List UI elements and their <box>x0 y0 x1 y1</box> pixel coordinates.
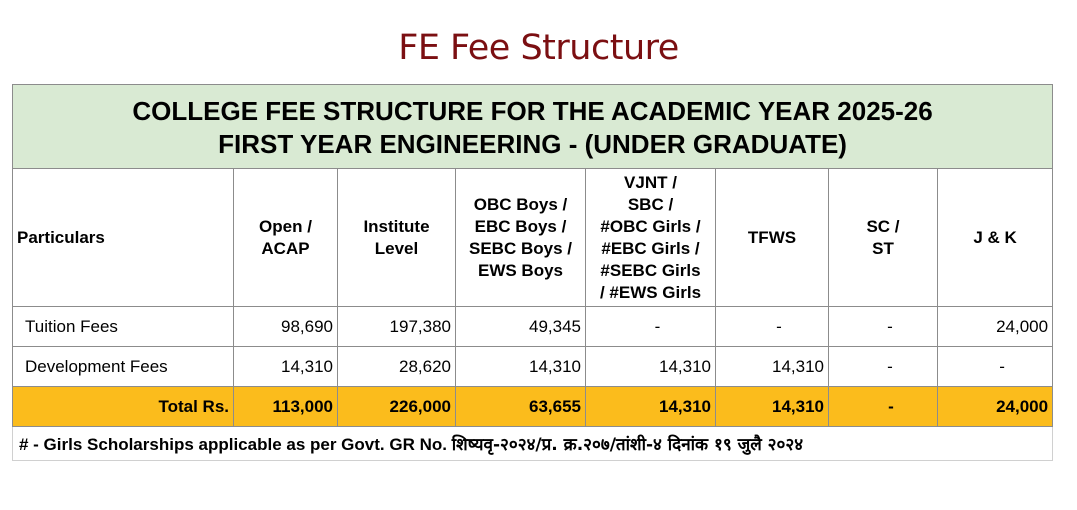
column-header-line: SBC / <box>627 194 674 214</box>
column-header-line: / #EWS Girls <box>599 282 702 302</box>
note-prefix: # - Girls Scholarships applicable as per Govt. GR No. <box>19 435 452 454</box>
column-header-line: ST <box>872 238 894 258</box>
fee-cell: - <box>586 307 716 347</box>
column-header-line: SC / <box>866 216 900 236</box>
column-header-line: Open / <box>259 216 312 236</box>
fee-cell: 28,620 <box>338 347 456 387</box>
note-gr-number: शिष्यवृ-२०२४/प्र. क्र.२०७/तांशी-४ दिनांक १९ जुलै २०२४ <box>451 435 804 455</box>
fee-cell: 14,310 <box>234 347 338 387</box>
column-header-line: #EBC Girls / <box>601 238 700 258</box>
fee-table <box>12 84 1053 461</box>
column-header-line: Particulars <box>17 227 105 247</box>
column-header-line: SEBC Boys / <box>469 238 572 258</box>
page-title: FE Fee Structure <box>398 28 679 68</box>
total-cell: 63,655 <box>456 387 586 427</box>
column-header <box>938 169 1053 307</box>
fee-cell: 14,310 <box>456 347 586 387</box>
column-header-line: TFWS <box>747 227 797 247</box>
fee-cell: 24,000 <box>938 307 1053 347</box>
table-row <box>13 347 1053 387</box>
column-header-line: #OBC Girls / <box>600 216 701 236</box>
fee-structure-sheet <box>12 84 1052 461</box>
column-header <box>829 169 938 307</box>
banner-line-2: FIRST YEAR ENGINEERING - (UNDER GRADUATE) <box>218 128 847 159</box>
column-header-row <box>13 169 1053 307</box>
column-header <box>716 169 829 307</box>
column-header <box>234 169 338 307</box>
fee-cell: - <box>716 307 829 347</box>
total-cell: 113,000 <box>234 387 338 427</box>
table-banner <box>13 85 1053 169</box>
column-header-line: #SEBC Girls <box>600 260 701 280</box>
column-header-line: EWS Boys <box>477 260 564 280</box>
total-cell: 226,000 <box>338 387 456 427</box>
fee-cell: 14,310 <box>716 347 829 387</box>
column-header-line: J & K <box>973 227 1017 247</box>
column-header <box>586 169 716 307</box>
column-header-line: EBC Boys / <box>474 216 567 236</box>
total-cell: 14,310 <box>586 387 716 427</box>
fee-cell: - <box>938 347 1053 387</box>
scholarship-note <box>13 427 1053 461</box>
total-cell: 24,000 <box>938 387 1053 427</box>
row-label: Tuition Fees <box>13 307 234 347</box>
column-header <box>338 169 456 307</box>
total-row <box>13 387 1053 427</box>
fee-cell: - <box>829 347 938 387</box>
column-header-line: Institute <box>363 216 430 236</box>
total-cell: 14,310 <box>716 387 829 427</box>
total-cell: - <box>829 387 938 427</box>
table-row <box>13 307 1053 347</box>
total-label: Total Rs. <box>13 387 234 427</box>
row-label: Development Fees <box>13 347 234 387</box>
fee-cell: 14,310 <box>586 347 716 387</box>
column-header-line: OBC Boys / <box>473 194 568 214</box>
fee-cell: 98,690 <box>234 307 338 347</box>
banner-line-1: COLLEGE FEE STRUCTURE FOR THE ACADEMIC YEAR 2025-26 <box>132 95 933 126</box>
column-header-line: ACAP <box>261 238 310 258</box>
fee-cell: 197,380 <box>338 307 456 347</box>
fee-cell: 49,345 <box>456 307 586 347</box>
column-header <box>456 169 586 307</box>
column-header-line: VJNT / <box>624 172 677 192</box>
column-header-line: Level <box>374 238 419 258</box>
fee-cell: - <box>829 307 938 347</box>
column-header <box>13 169 234 307</box>
